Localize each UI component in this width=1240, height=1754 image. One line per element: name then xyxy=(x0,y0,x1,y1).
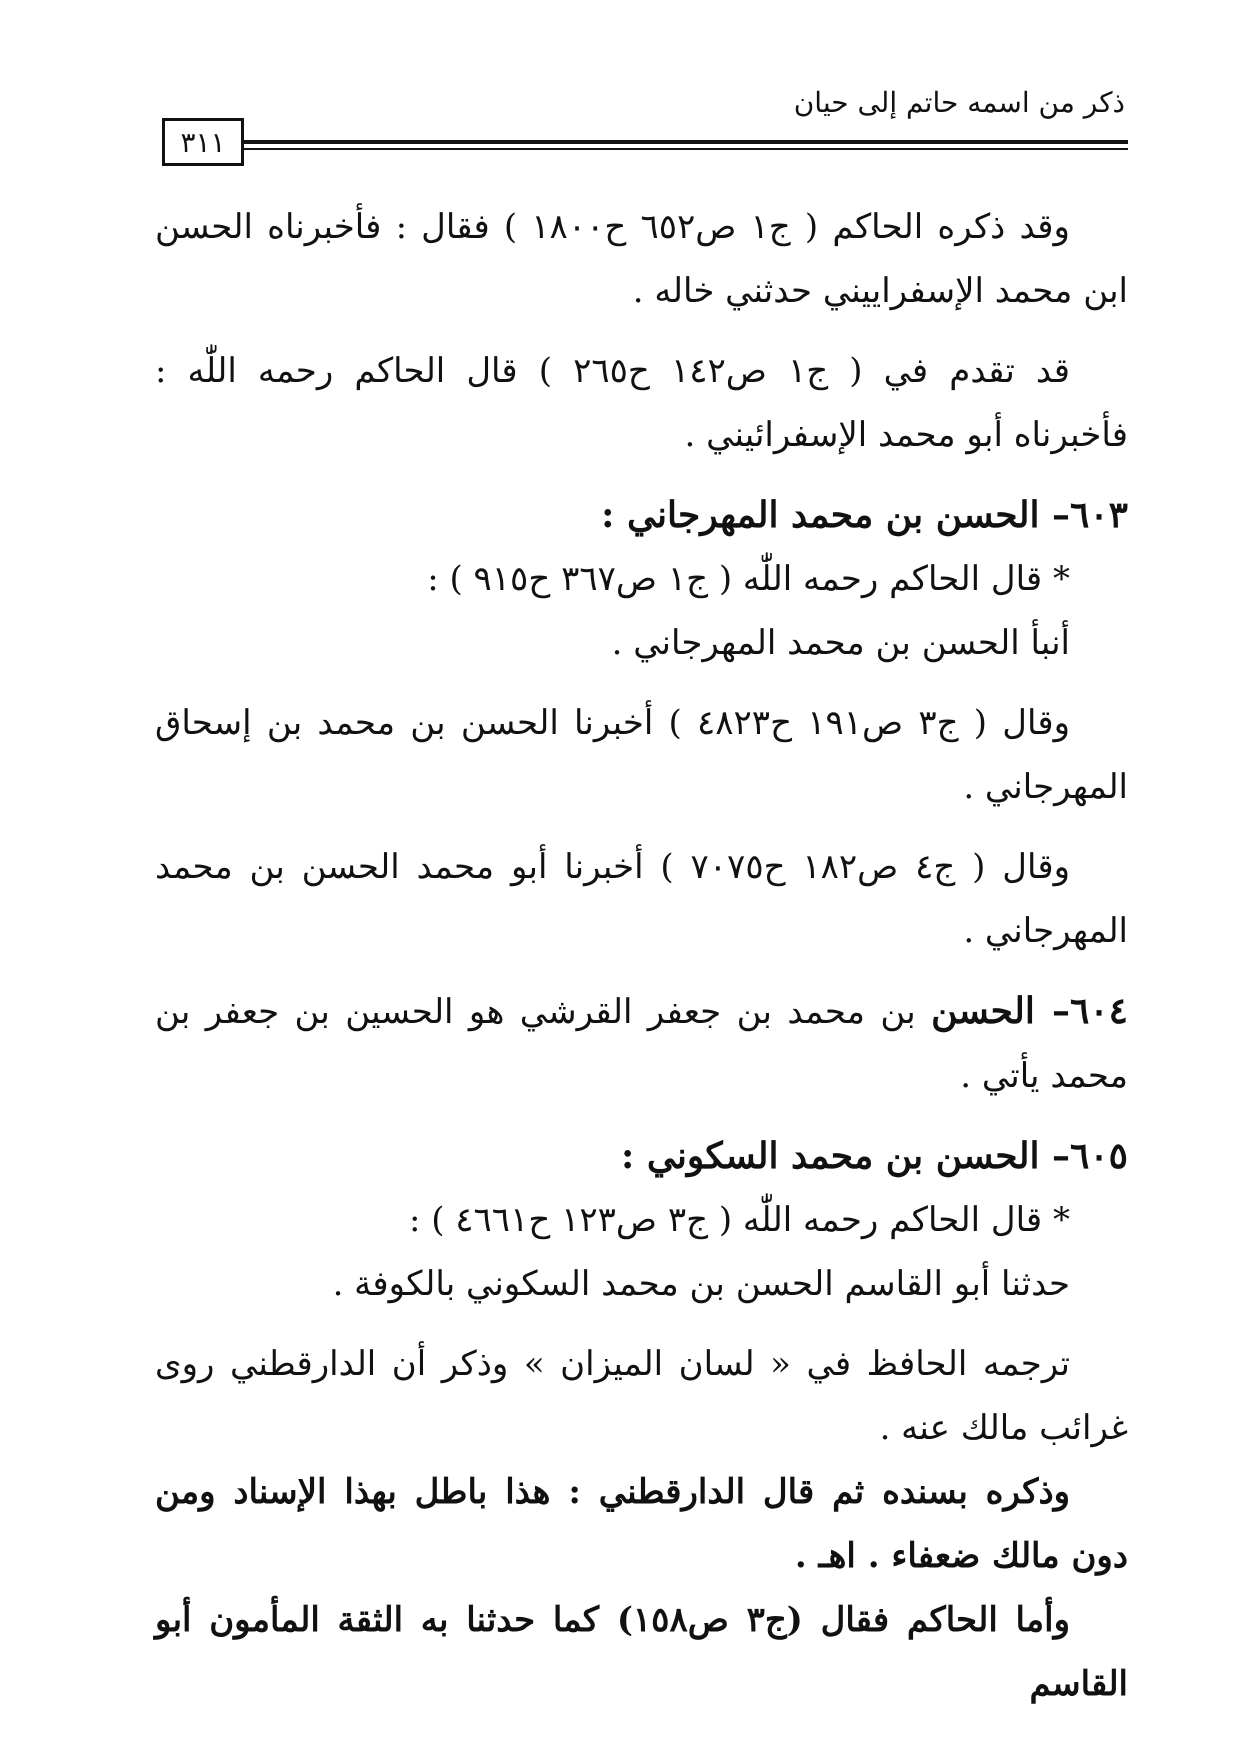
entry-605-paragraph-1: ترجمه الحافظ في « لسان الميزان » وذكر أن الدارقطني روى غرائب مالك عنه . xyxy=(155,1344,1128,1448)
entry-603-quote: أنبأ الحسن بن محمد المهرجاني . xyxy=(611,623,1070,663)
entry-603-paragraph-2: وقال ( ج٤ ص١٨٢ ح٧٠٧٥ ) أخبرنا أبو محمد الحسن بن محمد المهرجاني . xyxy=(155,847,1128,951)
entry-604-lead: ٦٠٤– الحسن xyxy=(931,990,1128,1032)
entry-604 xyxy=(155,979,1128,1108)
page-number: ٣١١ xyxy=(162,118,244,166)
paragraph-2: قد تقدم في ( ج١ ص١٤٢ ح٢٦٥ ) قال الحاكم رحمه اللّٰه : فأخبرناه أبو محمد الإسفرائيني . xyxy=(155,351,1128,455)
entry-603-paragraph-1: وقال ( ج٣ ص١٩١ ح٤٨٢٣ ) أخبرنا الحسن بن محمد بن إسحاق المهرجاني . xyxy=(155,703,1128,807)
entry-605-paragraph-3: وأما الحاكم فقال (ج٣ ص١٥٨) كما حدثنا به الثقة المأمون أبو القاسم xyxy=(155,1600,1128,1704)
entry-605-paragraph-2: وذكره بسنده ثم قال الدارقطني : هذا باطل بهذا الإسناد ومن دون مالك ضعفاء . اهـ . xyxy=(155,1472,1128,1576)
paragraph-1: وقد ذكره الحاكم ( ج١ ص٦٥٢ ح١٨٠٠ ) فقال : فأخبرناه الحسن ابن محمد الإسفراييني حدثني خاله . xyxy=(155,207,1128,311)
page-body xyxy=(155,195,1128,1716)
header-rule-thin xyxy=(244,148,1128,150)
entry-605-quote: حدثنا أبو القاسم الحسن بن محمد السكوني بالكوفة . xyxy=(332,1264,1070,1304)
entry-603-citation: * قال الحاكم رحمه اللّٰه ( ج١ ص٣٦٧ ح٩١٥ ) : xyxy=(427,559,1070,599)
entry-604-text: بن محمد بن جعفر القرشي هو الحسين بن جعفر بن محمد يأتي . xyxy=(155,992,1128,1096)
entry-603-heading: ٦٠٣– الحسن بن محمد المهرجاني : xyxy=(601,494,1128,536)
entry-605-heading: ٦٠٥– الحسن بن محمد السكوني : xyxy=(621,1135,1128,1177)
header-rule-thick xyxy=(244,140,1128,144)
running-header-title: ذكر من اسمه حاتم إلى حيان xyxy=(793,86,1125,119)
entry-605-citation: * قال الحاكم رحمه اللّٰه ( ج٣ ص١٢٣ ح٤٦٦١ ) : xyxy=(408,1200,1070,1240)
